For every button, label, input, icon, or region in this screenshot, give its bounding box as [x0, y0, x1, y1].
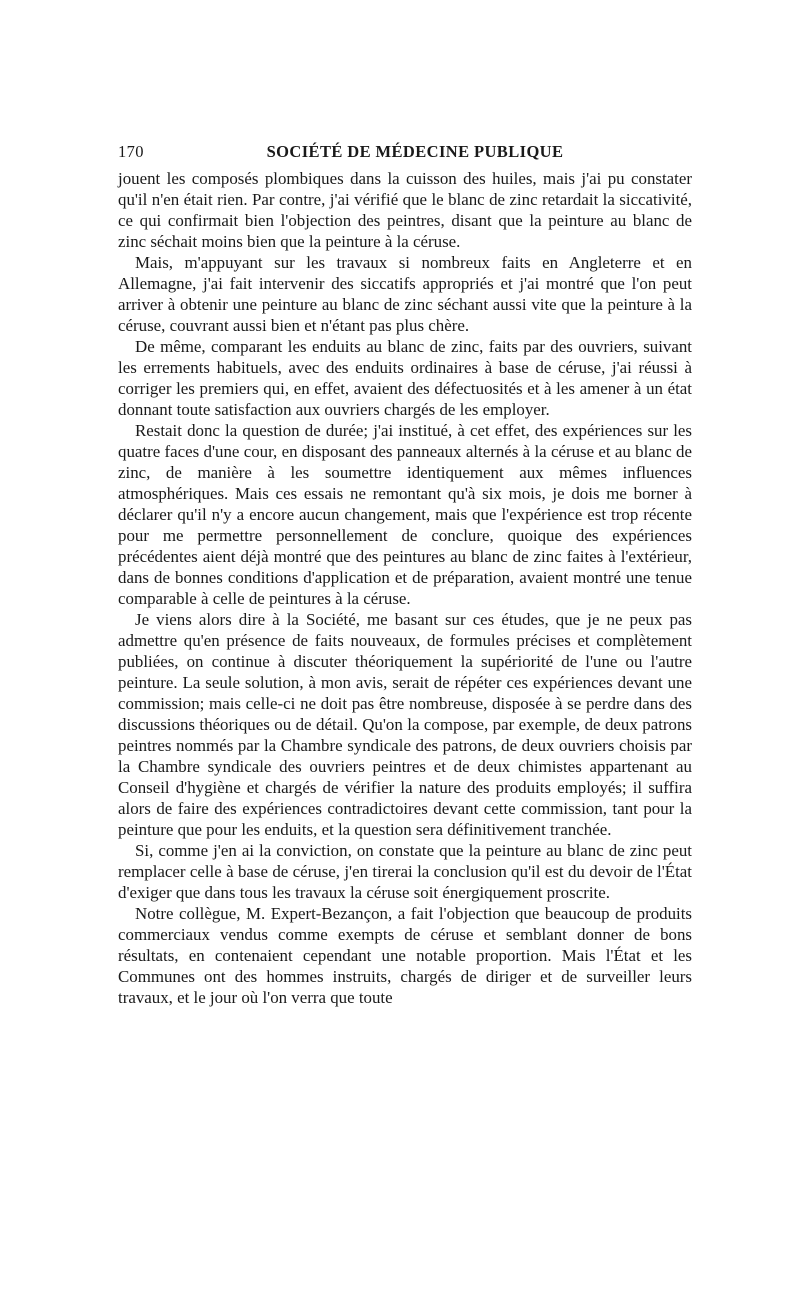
paragraph: Si, comme j'en ai la conviction, on constate que la peinture au blanc de zinc peut remplacer celle à base de céruse, j'en tirerai la conclusion qu'il est du devoir de l'État d'exiger que dans tous les travaux la céruse soit énergiquement proscrite. [118, 841, 692, 902]
paragraph: Mais, m'appuyant sur les travaux si nombreux faits en Angleterre et en Allemagne, j'ai fait intervenir des siccatifs appropriés et j'ai montré que l'on peut arriver à obtenir une peinture au blanc de zinc séchant aussi vite que la peinture à la céruse, couvrant aussi bien et n'étant pas plus chère. [118, 253, 692, 335]
paragraph-continuation: jouent les composés plombiques dans la cuisson des huiles, mais j'ai pu constater qu'il n'en était rien. Par contre, j'ai vérifié que le blanc de zinc retardait la siccativité, ce qui confirmait bien l'objection des peintres, disant que la peinture au blanc de zinc séchait moins bien que la peinture à la céruse. [118, 169, 692, 251]
paragraph: Je viens alors dire à la Société, me basant sur ces études, que je ne peux pas admettre qu'en présence de faits nouveaux, de formules précises et complètement publiées, on continue à discuter théoriquement la supériorité de l'une ou l'autre peinture. La seule solution, à mon avis, serait de répéter ces expériences devant une commission; mais celle-ci ne doit pas être nombreuse, disposée à se perdre dans des discussions théoriques ou de détail. Qu'on la compose, par exemple, de deux patrons peintres nommés par la Chambre syndicale des patrons, de deux ouvriers choisis par la Chambre syndicale des ouvriers peintres et de deux chimistes appartenant au Conseil d'hygiène et chargés de vérifier la nature des produits employés; il suffira alors de faire des expériences contradictoires devant cette commission, tant pour la peinture que pour les enduits, et la question sera définitivement tranchée. [118, 610, 692, 839]
book-page [118, 142, 692, 1008]
page-number: 170 [118, 142, 144, 161]
running-title: SOCIÉTÉ DE MÉDECINE PUBLIQUE [266, 142, 564, 161]
paragraph: Restait donc la question de durée; j'ai institué, à cet effet, des expériences sur les quatre faces d'une cour, en disposant des panneaux alternés à la céruse et au blanc de zinc, de manière à les soumettre identiquement aux mêmes influences atmosphériques. Mais ces essais ne remontant qu'à six mois, je dois me borner à déclarer qu'il n'y a encore aucun changement, mais que l'expérience est trop récente pour me permettre personnellement de conclure, quoique des expériences précédentes aient déjà montré que des peintures au blanc de zinc faites à l'extérieur, dans de bonnes conditions d'application et de préparation, avaient montré une tenue comparable à celle de peintures à la céruse. [118, 421, 692, 608]
body-text [118, 168, 692, 1008]
paragraph: Notre collègue, M. Expert-Bezançon, a fait l'objection que beaucoup de produits commerciaux vendus comme exempts de céruse et semblant donner de bons résultats, en contenaient cependant une notable proportion. Mais l'État et les Communes ont des hommes instruits, chargés de diriger et de surveiller leurs travaux, et le jour où l'on verra que toute [118, 904, 692, 1007]
running-head [118, 142, 692, 168]
paragraph: De même, comparant les enduits au blanc de zinc, faits par des ouvriers, suivant les errements habituels, avec des enduits ordinaires à base de céruse, j'ai réussi à corriger les premiers qui, en effet, avaient des défectuosités et à les amener à un état donnant toute satisfaction aux ouvriers chargés de les employer. [118, 337, 692, 419]
